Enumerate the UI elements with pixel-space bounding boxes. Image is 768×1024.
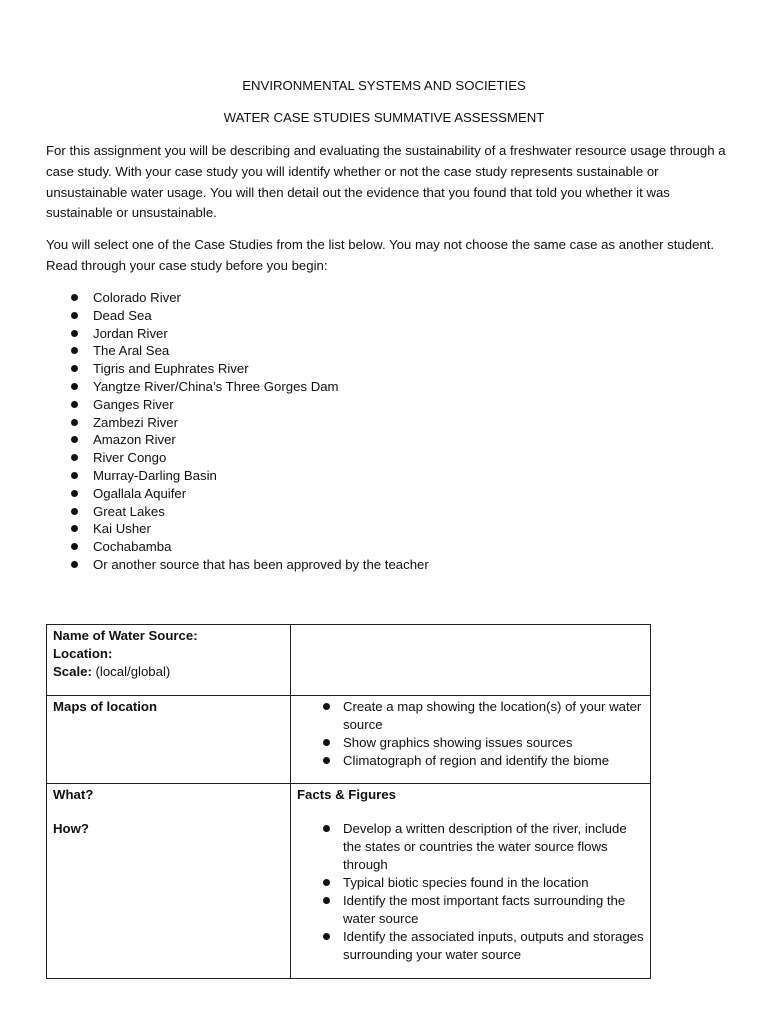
list-item: Zambezi River — [46, 414, 429, 432]
document-title: ENVIRONMENTAL SYSTEMS AND SOCIETIES — [242, 78, 526, 93]
facts-task-list — [297, 820, 644, 964]
table-row — [47, 625, 651, 696]
list-item: Develop a written description of the river, include the states or countries the water source flows through — [297, 820, 644, 874]
list-item: Great Lakes — [46, 503, 429, 521]
list-item: Typical biotic species found in the location — [297, 874, 644, 892]
name-label: Name of Water Source: — [53, 628, 198, 643]
table-cell — [291, 696, 651, 784]
list-item: Kai Usher — [46, 520, 429, 538]
list-item: Yangtze River/China’s Three Gorges Dam — [46, 378, 429, 396]
list-item: Show graphics showing issues sources — [297, 734, 644, 752]
case-study-list — [46, 289, 429, 574]
intro-paragraph-2: You will select one of the Case Studies from the list below. You may not choose the same case as another student. Read through your case study before you begin: — [46, 237, 715, 273]
list-item: Cochabamba — [46, 538, 429, 556]
intro-paragraph-1: For this assignment you will be describing and evaluating the sustainability of a freshwater resource usage through a case study. With your case study you will identify whether or not the case study represents sustainable or unsustainable water usage. You will then detail out the evidence that you found that told you whether it was sustainable or unsustainable. — [46, 143, 726, 221]
what-label: What? — [53, 787, 94, 802]
table-row — [47, 784, 651, 979]
list-item: Or another source that has been approved by the teacher — [46, 556, 429, 574]
table-cell — [47, 696, 291, 784]
list-item: Amazon River — [46, 431, 429, 449]
list-item: River Congo — [46, 449, 429, 467]
list-item: Identify the most important facts surrounding the water source — [297, 892, 644, 928]
document-subtitle: WATER CASE STUDIES SUMMATIVE ASSESSMENT — [223, 110, 545, 125]
table-cell — [47, 625, 291, 696]
maps-label: Maps of location — [53, 699, 158, 714]
scale-note: (local/global) — [91, 664, 171, 679]
list-item: Jordan River — [46, 325, 429, 343]
maps-task-list — [297, 698, 644, 770]
list-item: Ganges River — [46, 396, 429, 414]
list-item: Tigris and Euphrates River — [46, 360, 429, 378]
table-cell — [291, 784, 651, 979]
facts-heading: Facts & Figures — [297, 787, 396, 802]
location-label: Location: — [53, 646, 113, 661]
list-item: The Aral Sea — [46, 342, 429, 360]
how-label: How? — [53, 821, 89, 836]
list-item: Dead Sea — [46, 307, 429, 325]
table-row — [47, 696, 651, 784]
list-item: Murray-Darling Basin — [46, 467, 429, 485]
list-item: Identify the associated inputs, outputs and storages surrounding your water source — [297, 928, 644, 964]
answer-cell[interactable] — [291, 625, 651, 696]
list-item: Create a map showing the location(s) of your water source — [297, 698, 644, 734]
list-item: Ogallala Aquifer — [46, 485, 429, 503]
scale-label: Scale: — [53, 664, 92, 679]
list-item: Colorado River — [46, 289, 429, 307]
table-cell — [47, 784, 291, 979]
assessment-table — [46, 624, 651, 979]
list-item: Climatograph of region and identify the biome — [297, 752, 644, 770]
